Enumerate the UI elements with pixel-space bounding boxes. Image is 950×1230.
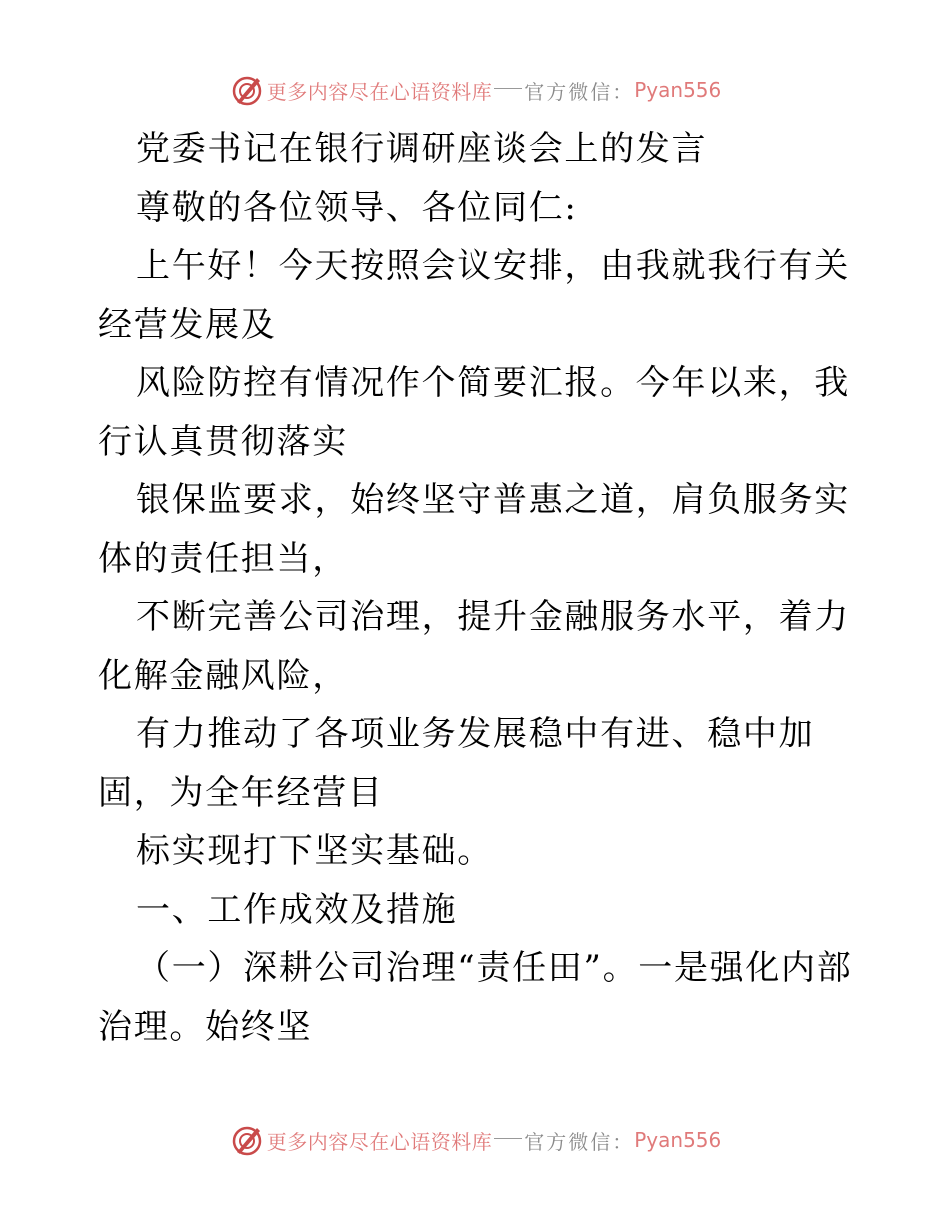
banner-handle: Pyan556 xyxy=(634,78,722,102)
document-body xyxy=(98,120,858,1056)
paragraph: 不断完善公司治理，提升金融服务水平，着力化解金融风险， xyxy=(98,597,850,696)
footer-watermark-banner xyxy=(0,1120,950,1160)
banner-handle: Pyan556 xyxy=(634,1128,722,1152)
paragraph: 有力推动了各项业务发展稳中有进、稳中加固，为全年经营目 xyxy=(98,714,815,813)
pen-logo-icon xyxy=(229,1122,265,1158)
banner-subtitle: 官方微信： xyxy=(524,1129,635,1154)
header-watermark-banner xyxy=(0,70,950,110)
salutation: 尊敬的各位领导、各位同仁: xyxy=(136,187,578,228)
pen-logo-icon xyxy=(229,72,265,108)
banner-divider xyxy=(494,88,522,89)
paragraph: 上午好！今天按照会议安排，由我就我行有关经营发展及 xyxy=(98,246,850,345)
banner-title: 更多内容尽在心语资料库 xyxy=(266,79,493,104)
paragraph: （一）深耕公司治理“责任田”。一是强化内部治理。始终坚 xyxy=(98,948,853,1047)
banner-title: 更多内容尽在心语资料库 xyxy=(266,1129,493,1154)
section-heading: 一、工作成效及措施 xyxy=(136,889,458,930)
banner-divider xyxy=(494,1138,522,1139)
paragraph: 标实现打下坚实基础。 xyxy=(136,831,493,871)
paragraph: 风险防控有情况作个简要汇报。今年以来，我行认真贯彻落实 xyxy=(98,363,850,462)
paragraph: 银保监要求，始终坚守普惠之道，肩负服务实体的责任担当， xyxy=(98,480,850,579)
banner-subtitle: 官方微信： xyxy=(524,79,635,104)
document-title: 党委书记在银行调研座谈会上的发言 xyxy=(136,129,708,169)
